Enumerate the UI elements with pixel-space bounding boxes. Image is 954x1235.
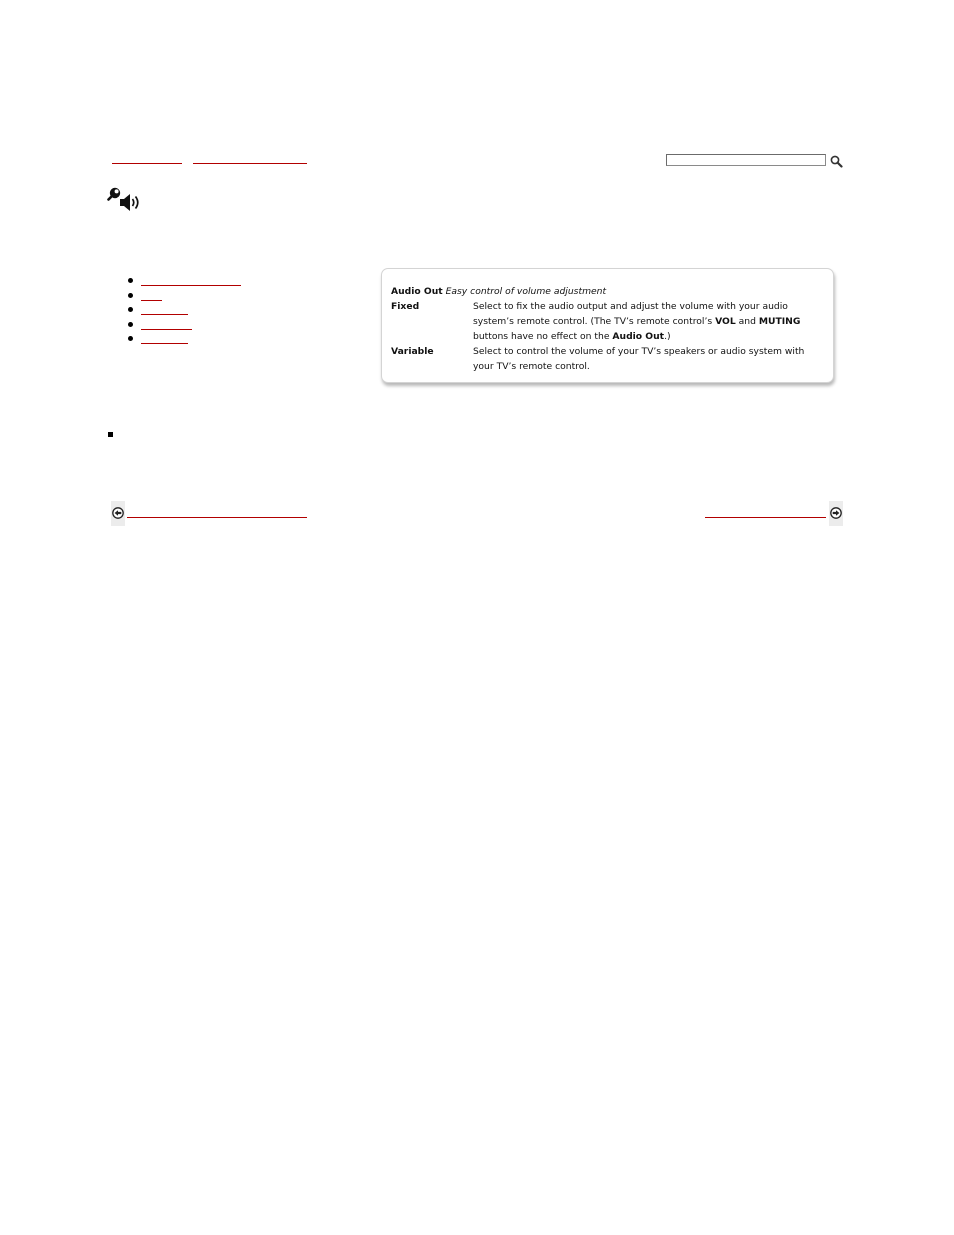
panel-title-row [391,284,606,299]
topic-link-3[interactable] [141,314,188,315]
audio-out-panel [381,268,834,383]
bullet-dot [128,278,133,283]
desc-bold-audio-out: Audio Out [612,331,665,342]
next-arrow-icon[interactable] [829,501,843,526]
option-term-fixed: Fixed [391,301,420,312]
topic-link-1[interactable] [141,285,241,286]
bullet-dot [128,336,133,341]
option-desc-variable: Select to control the volume of your TV’s speakers or audio system with your TV’s remote control. [473,346,805,372]
breadcrumb-link-1[interactable] [112,163,182,164]
settings-speaker-icon [107,186,145,214]
search-input[interactable] [666,154,826,166]
option-term-variable: Variable [391,346,434,357]
panel-title: Audio Out [391,286,443,297]
square-bullet [108,432,113,437]
breadcrumb-link-2[interactable] [193,163,307,164]
bullet-dot [128,307,133,312]
desc-bold-vol: VOL [715,316,736,327]
desc-text: .) [664,331,671,342]
option-desc-fixed [473,299,818,344]
prev-page-link[interactable] [127,517,307,518]
prev-arrow-icon[interactable] [111,501,125,526]
desc-bold-muting: MUTING [758,316,801,327]
panel-subtitle: Easy control of volume adjustment [445,286,607,297]
topic-link-2[interactable] [141,300,162,301]
desc-text: buttons have no effect on the [473,331,613,342]
topic-link-5[interactable] [141,343,188,344]
search-icon[interactable] [830,153,843,166]
bullet-dot [128,322,133,327]
desc-text: Select to fix the audio output and adjust the volume with your audio system’s remote control. (The TV’s remote control’s [473,301,788,327]
next-page-link[interactable] [705,517,826,518]
bullet-dot [128,293,133,298]
topic-link-4[interactable] [141,329,192,330]
desc-text: and [735,316,759,327]
